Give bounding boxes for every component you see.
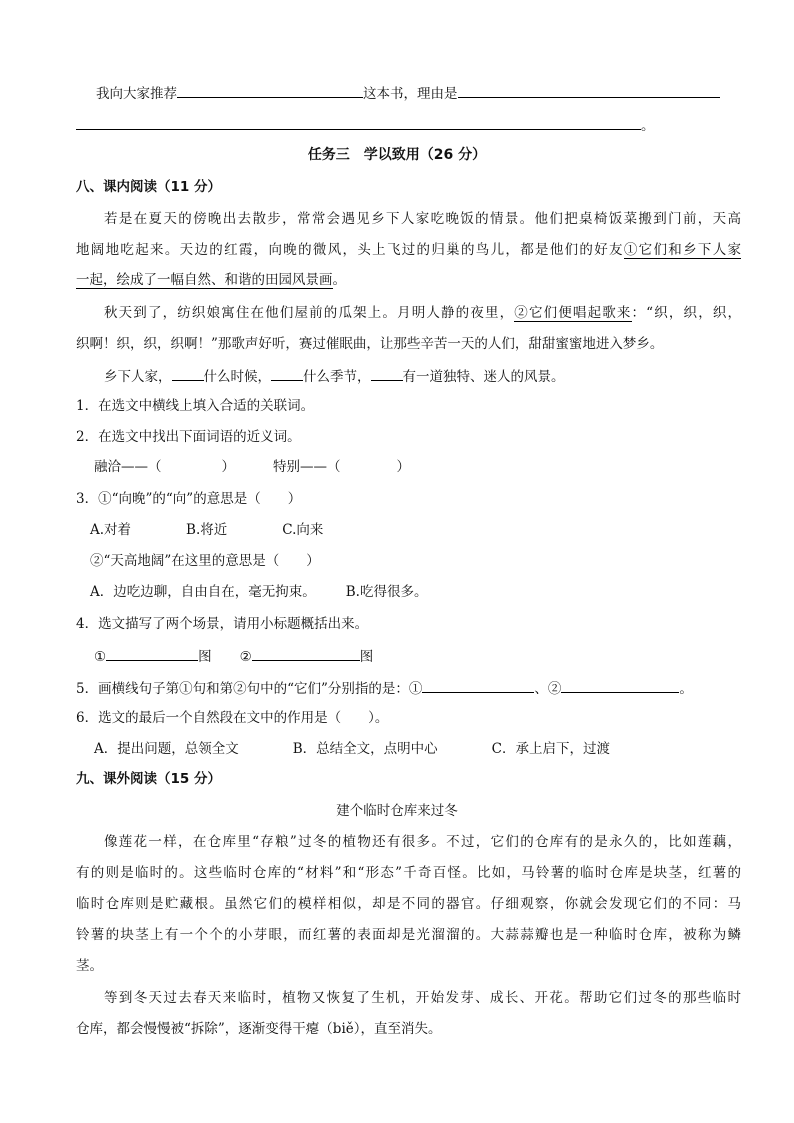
para3-text-d: 有一道独特、迷人的风景。	[402, 369, 565, 385]
scene-1-marker: ①	[94, 649, 107, 665]
underlined-sentence-2: ②它们便唱起歌来	[514, 305, 632, 321]
recommend-line-2	[76, 114, 655, 136]
scene-2-suffix: 图	[359, 649, 374, 665]
scene-1-blank[interactable]	[106, 645, 198, 661]
reason-blank-2[interactable]	[76, 114, 641, 130]
reason-blank-1[interactable]	[458, 82, 720, 98]
question-6-options	[94, 739, 610, 759]
option-c[interactable]: C.向来	[282, 522, 324, 538]
they-2-blank[interactable]	[561, 677, 679, 693]
para2-text: 秋天到了，纺织娘寓住在他们屋前的瓜架上。月明人静的夜里，	[104, 305, 515, 321]
passage-p2-line1: 等到冬天过去春天来临时，植物又恢复了生机，开始发芽、成长、开花。帮助它们过冬的那些临时	[104, 990, 741, 1006]
book-name-blank[interactable]	[177, 82, 363, 98]
question-3b-options	[90, 582, 427, 602]
synonym-word-2: 特别——（	[273, 459, 341, 475]
conjunction-blank-2[interactable]	[271, 365, 303, 381]
section8-para3	[104, 365, 565, 387]
section8-para1-line1: 若是在夏天的傍晚出去散步，常常会遇见乡下人家吃晚饭的情景。他们把桌椅饭菜搬到门前，天高	[104, 211, 741, 227]
passage-p1-line5: 茎。	[76, 958, 103, 974]
question-5-end: 。	[679, 681, 693, 697]
option-b[interactable]: B.吃得很多。	[345, 584, 428, 600]
passage-p1-line1: 像莲花一样，在仓库里“存粮”过冬的植物还有很多。不过，它们的仓库有的是永久的，比如莲藕，	[104, 834, 741, 850]
question-2-words	[94, 457, 410, 477]
para3-text-a: 乡下人家，	[104, 369, 172, 385]
passage-p2-line2: 仓库，都会慢慢被“拆除”，逐渐变得干瘪（biě），直至消失。	[76, 1021, 442, 1037]
option-a[interactable]: A．提出问题，总领全文	[94, 741, 239, 757]
option-a[interactable]: A．边吃边聊，自由自在，毫无拘束。	[90, 584, 316, 600]
section8-para2-line2: 织啊！织，织，织啊！”那歌声好听，赛过催眠曲，让那些辛苦一天的人们，甜甜蜜蜜地进入梦乡。	[76, 336, 664, 352]
scene-1-suffix: 图	[198, 649, 212, 665]
question-3a-options	[90, 520, 323, 540]
paren-close-1: ）	[221, 459, 235, 475]
period: 。	[332, 272, 346, 288]
question-4: 4．选文描写了两个场景，请用小标题概括出来。	[76, 616, 369, 632]
synonym-word-1: 融洽——（	[94, 459, 162, 475]
section8-para1-line2	[76, 240, 741, 260]
conjunction-blank-3[interactable]	[371, 365, 403, 381]
section8-heading: 八、课内阅读（11 分）	[76, 179, 221, 195]
question-5-text: 5．画横线句子第①句和第②句中的“它们”分别指的是：①	[76, 681, 423, 697]
passage-p1-line3: 临时仓库则是贮藏根。虽然它们的模样相似，却是不同的器官。仔细观察，你就会发现它们的不同：马	[76, 896, 741, 912]
option-c[interactable]: C．承上启下，过渡	[491, 741, 611, 757]
passage-title: 建个临时仓库来过冬	[336, 803, 458, 819]
underlined-sentence-1-cont: 一起，绘成了一幅自然、和谐的田园风景画	[76, 272, 333, 288]
option-b[interactable]: B．总结全文，点明中心	[292, 741, 438, 757]
option-a[interactable]: A.对着	[90, 522, 132, 538]
para3-text-c: 什么季节，	[303, 369, 371, 385]
recommend-line	[96, 82, 720, 104]
scene-2-blank[interactable]	[252, 645, 360, 661]
question-3a: 3．①“向晚”的“向”的意思是（ ）	[76, 491, 302, 507]
section8-para2-line1	[76, 303, 741, 323]
question-2: 2．在选文中找出下面词语的近义词。	[76, 429, 301, 445]
scene-2-marker: ②	[239, 649, 252, 665]
recommend-text-2: 这本书，理由是	[363, 86, 458, 102]
para1-text: 地阔地吃起来。天边的红霞，向晚的微风，头上飞过的归巢的鸟儿，都是他们的好友	[76, 242, 624, 258]
passage-p1-line4: 铃薯的块茎上有一个个的小芽眼，而红薯的表面却是光溜溜的。大蒜蒜瓣也是一种临时仓库，被称为鳞	[76, 927, 741, 943]
task3-title: 任务三 学以致用（26 分）	[307, 147, 487, 163]
conjunction-blank-1[interactable]	[172, 365, 204, 381]
question-5	[76, 677, 693, 699]
section9-heading: 九、课外阅读（15 分）	[76, 771, 221, 787]
passage-p1-line2: 有的则是临时的。这些临时仓库的“材料”和“形态”千奇百怪。比如，马铃薯的临时仓库是块茎，红薯的	[76, 865, 741, 881]
question-6: 6．选文的最后一个自然段在文中的作用是（ ）。	[76, 710, 389, 726]
recommend-text-1: 我向大家推荐	[96, 86, 177, 102]
paren-close-2: ）	[396, 459, 410, 475]
underlined-sentence-1: ①它们和乡下人家	[623, 242, 742, 258]
they-1-blank[interactable]	[422, 677, 534, 693]
question-5-sep: 、②	[534, 681, 562, 697]
question-4-answers	[94, 645, 373, 667]
recommend-end: 。	[641, 118, 655, 134]
section8-para1-line3	[76, 270, 346, 290]
para3-text-b: 什么时候，	[203, 369, 271, 385]
question-1: 1．在选文中横线上填入合适的关联词。	[76, 398, 315, 414]
para2-quote: ：“织，织，织，	[631, 305, 742, 321]
question-3b: ②“天高地阔”在这里的意思是（ ）	[90, 553, 320, 569]
option-b[interactable]: B.将近	[186, 522, 228, 538]
